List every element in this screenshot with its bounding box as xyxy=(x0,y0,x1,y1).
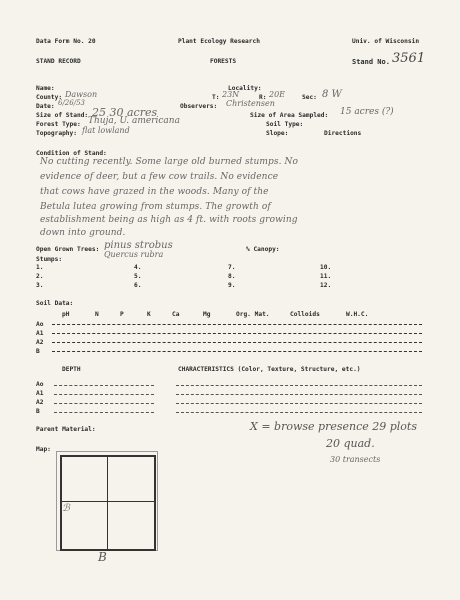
condition-line-6: down into ground. xyxy=(40,228,126,238)
condition-line-5: establishment being as high as 4 ft. with roots growing xyxy=(40,215,298,225)
depth-row-label: B xyxy=(36,408,40,415)
stump-num: 11. xyxy=(320,273,332,280)
sec-label: Sec: xyxy=(302,94,317,101)
directions-label: Directions xyxy=(324,130,362,137)
soil-col: N xyxy=(95,311,99,318)
soil-row-line xyxy=(52,351,422,352)
stand-number-value: 3561 xyxy=(392,51,426,66)
map-label: Map: xyxy=(36,446,51,453)
stump-num: 9. xyxy=(228,282,236,289)
county-label: County: xyxy=(36,94,63,101)
depth-row-label: A2 xyxy=(36,399,44,406)
university-name: Univ. of Wisconsin xyxy=(352,38,420,45)
stand-number-label: Stand No. xyxy=(352,58,390,66)
soil-data-label: Soil Data: xyxy=(36,300,74,307)
depth-line xyxy=(54,394,154,395)
canopy-label: % Canopy: xyxy=(246,246,280,253)
topography-label: Topography: xyxy=(36,130,77,137)
soil-col: W.H.C. xyxy=(346,311,369,318)
soil-col: Colloids xyxy=(290,311,320,318)
open-grown-trees-label: Open Grown Trees: xyxy=(36,246,100,253)
record-title: STAND RECORD xyxy=(36,58,81,65)
characteristics-line xyxy=(176,403,422,404)
stump-num: 5. xyxy=(134,273,142,280)
stumps-label: Stumps: xyxy=(36,256,63,263)
transects-note: 30 transects xyxy=(330,455,381,464)
soil-col: K xyxy=(147,311,151,318)
map-grid xyxy=(60,455,156,551)
soil-col: pH xyxy=(62,311,70,318)
soil-row-label: A1 xyxy=(36,330,44,337)
characteristics-line xyxy=(176,412,422,413)
soil-row-line xyxy=(52,342,422,343)
slope-label: Slope: xyxy=(266,130,289,137)
soil-col: Ca xyxy=(172,311,180,318)
soil-row-line xyxy=(52,333,422,334)
parent-material-label: Parent Material: xyxy=(36,426,96,433)
stump-num: 3. xyxy=(36,282,44,289)
depth-line xyxy=(54,385,154,386)
stump-num: 6. xyxy=(134,282,142,289)
characteristics-line xyxy=(176,385,422,386)
condition-line-2: evidence of deer, but a few cow trails. No evidence xyxy=(40,172,279,182)
map-sketch-mark: ℬ xyxy=(62,503,70,514)
name-label: Name: xyxy=(36,85,55,92)
characteristics-line xyxy=(176,394,422,395)
date-label: Date: xyxy=(36,103,55,110)
depth-line xyxy=(54,412,154,413)
map-vertical-divider xyxy=(107,457,108,549)
locality-label: Locality: xyxy=(228,85,262,92)
size-of-stand-label: Size of Stand: xyxy=(36,112,89,119)
size-of-stand-value: 25 30 acres xyxy=(92,106,158,119)
depth-row-label: Ao xyxy=(36,381,44,388)
stump-num: 8. xyxy=(228,273,236,280)
soil-row-label: A2 xyxy=(36,339,44,346)
soil-col: Org. Mat. xyxy=(236,311,270,318)
stump-num: 4. xyxy=(134,264,142,271)
date-value: 6/26/53 xyxy=(58,99,85,107)
t-label: T: xyxy=(212,94,220,101)
characteristics-label: CHARACTERISTICS (Color, Texture, Structure, etc.) xyxy=(178,366,361,373)
form-number: Data Form No. 20 xyxy=(36,38,96,45)
r-label: R: xyxy=(259,94,267,101)
soil-col: Mg xyxy=(203,311,211,318)
condition-label: Condition of Stand: xyxy=(36,150,107,157)
observers-label: Observers: xyxy=(180,103,218,110)
forest-type-value: Thuja, U. americana xyxy=(88,116,180,126)
size-of-area-value: 15 acres (?) xyxy=(340,107,394,117)
soil-row-line xyxy=(52,324,422,325)
condition-line-1: No cutting recently. Some large old burned stumps. No xyxy=(40,157,299,167)
stump-num: 10. xyxy=(320,264,332,271)
soil-row-label: Ao xyxy=(36,321,44,328)
quad-note: 20 quad. xyxy=(326,437,375,450)
topography-value: flat lowland xyxy=(82,126,130,135)
soil-type-label: Soil Type: xyxy=(266,121,304,128)
stump-num: 12. xyxy=(320,282,332,289)
org-name: Plant Ecology Research xyxy=(178,38,260,45)
open-grown-value-2: Quercus rubra xyxy=(104,250,164,259)
county-value: Dawson xyxy=(65,90,98,99)
section-title: FORESTS xyxy=(210,58,237,65)
map-corner-label: B xyxy=(98,550,107,564)
depth-label: DEPTH xyxy=(62,366,81,373)
stump-num: 7. xyxy=(228,264,236,271)
map-horizontal-divider xyxy=(62,501,154,502)
depth-line xyxy=(54,403,154,404)
browse-note: X = browse presence 29 plots xyxy=(250,420,417,433)
open-grown-value-1: pinus strobus xyxy=(104,240,173,251)
sec-value: 8 W xyxy=(322,89,342,100)
condition-line-3: that cows have grazed in the woods. Many of the xyxy=(40,187,269,197)
r-value: 20E xyxy=(269,90,286,99)
t-value: 23N xyxy=(222,90,240,99)
observers-value: Christensen xyxy=(226,99,275,108)
stump-num: 2. xyxy=(36,273,44,280)
depth-row-label: A1 xyxy=(36,390,44,397)
stump-num: 1. xyxy=(36,264,44,271)
soil-col: P xyxy=(120,311,124,318)
condition-line-4: Betula lutea growing from stumps. The growth of xyxy=(40,202,271,212)
soil-row-label: B xyxy=(36,348,40,355)
forest-type-label: Forest Type: xyxy=(36,121,81,128)
size-of-area-label: Size of Area Sampled: xyxy=(250,112,329,119)
